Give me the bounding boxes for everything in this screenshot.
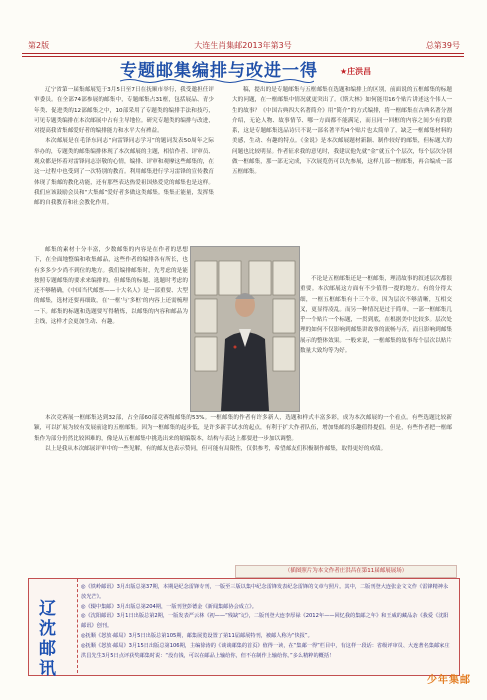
author-photo xyxy=(190,246,300,412)
news-item: ◎《沈阳邮讯》3月1日出版总第2期，一版发表严云林《初——“残缺”记》，二版刊登大连李厚禄《2012年——回忆我的集邮之年》和王威的藏品杂《我爱《沈阳邮讯》创刊。 xyxy=(81,613,449,630)
exhibition-scene xyxy=(191,247,299,411)
article-title xyxy=(120,56,318,81)
title-underline xyxy=(120,78,314,83)
page-number: 第2版 xyxy=(28,41,50,50)
news-item: ◎《铁岭邮讯》3月出版总第37期，本期是纪念雷锋专刊，一版至三版以集中纪念雷锋发表纪念雷锋的文章与照片。其中，二版刊登大连张金文文作《雷锋精神永放光芒》。 xyxy=(81,584,449,600)
paragraph: 邮集的素材十分丰富，少数邮集的内容是在作者的思想下，在全面地整编和收集邮品，这些作者的编排各有所长，也有多多少少尚不到位的地方。我们编排邮集时，先考虑的是能按照专题邮集的要求来编排的。但邮集的标题、选题时考虑的还不够精确，《中国当代邮票——十大名人》是一部重要、大型的邮集，选材还要再细致，在‘一框’与‘多框’的内容上还需梳理一下。邮集的标题和选题要写得精炼，以邮集的内容和邮品为主线，这样才会更加生动、有趣。 xyxy=(34,247,188,326)
article-title-text: 专题邮集编排与改进一得 xyxy=(120,61,318,81)
paragraph: 稿，提出的是专题邮集与五框邮集在选题和编排上的区别，前面说的五框邮集的标题大的问题，在一框邮集中情况就更突出了。《斯大林》如何能用16个贴片讲述这个伟人一生的故事？《中国古典四大名著简介》用“简介”的方式编排，将一框邮集在古典名著分割介绍，无论人物、故事情节、哪一方面都不能满足，而且同一回框的内容之间少有的联系，这是专题邮集选品诗只不说一部名著平均4个贴片也太简单了，缺乏一框邮集材料的美感，生动、有趣的特点。《金说》是本次邮展题材新颖、制作较好的邮集，但标题大的问题也比较明显。作者征求我的意见时，我建议他先就“金”就五个个层次，每个层次分别做一框邮集，那一部无完成，下次展览仍可以先参展，这样几部一框邮集，再合编成一部五框邮集。 xyxy=(232,87,452,176)
news-box xyxy=(28,578,460,679)
photo-caption: （插图照片为本文作者庄洪昌在第11届邮展展场） xyxy=(235,565,457,578)
brand-logo: 少年集邮 xyxy=(427,675,471,686)
paragraph: 本次竞赛展一框邮集达到32部，占全部60部竞赛级邮集的53%。一框邮集的作者有许多新人，选题和样式丰富多彩，成为本次邮展的一个看点。有些选题比较新颖，可以扩展为较有发展前途的五框邮集。因为一框邮集的起步低，是许多新手试水的起点，有利于扩大作者队伍，增加集邮的乐趣值得提倡。但是，有些作者把一框邮集作为部分仍然比较困难的，像是从五框邮集中挑选出来的缩编版本，结构与表达上都要进一步加以调整。 xyxy=(34,415,452,442)
paragraph: 以上是我从本次邮展评审中的一些见解，有的邮友也表示赞同，但可能有局限性，仅供参考，希望邮友们积极制作邮集，取得更好的成绩。 xyxy=(45,445,387,452)
article-author: ★庄洪昌 xyxy=(340,67,372,76)
issue-number: 总第39号 xyxy=(425,41,460,50)
news-box-title-char: 辽 xyxy=(39,599,56,619)
news-list xyxy=(81,583,451,661)
news-box-title-char: 讯 xyxy=(39,659,56,679)
article-column-4 xyxy=(300,274,452,410)
news-item: ◎抚顺《怒放·邮局》3月5日出版总第105期，邮集展览设置了第11届邮展特刊，被邮人称为“快报”。 xyxy=(81,632,313,639)
news-box-divider xyxy=(77,579,78,673)
paragraph: 本次邮展是在毛泽东同志“向雷锋同志学习”的题词发表50周年之际举办的，专题类的邮集编排体现了本次邮展的主题，相信作者、评审员、观众都是怀着对雷锋同志崇敬的心情，编排、评审和观摩这些邮集的，在这一过程中也受到了一次特别的教育。利用邮集进行学习雷锋的宣传教育体现了集邮的教化功能，还有那些表达热爱祖国热爱党的邮集也是这样。我们应该鼓励会员和“大集邮”爱好者多做这类邮集。集集正能量，发挥集邮的自我教育和社会教化作用。 xyxy=(34,138,214,207)
news-item: ◎《辍中集邮》3月出版总第204期，一版刊登彭德金《新闻集邮协会成立》。 xyxy=(81,603,257,610)
article-column-1 xyxy=(34,85,214,241)
paragraph: 辽宁省第一届集邮展览于3月5日至7日在抚顺市举行，我受邀担任评审委员。在全部74部参展的邮集中，专题邮集占31框，包括展品、青少年类、促进类的12部邮集之中，10部采用了专题类的编排手法和技巧，可见专题类编排在本次邮展中占有主导地位。研究专题类的编排与改进，对提高我省集邮爱好者的编排能力和水平大有裨益。 xyxy=(34,87,214,135)
news-box-title-char: 邮 xyxy=(39,639,56,659)
news-item: ◎抚顺《怒放·邮局》3月15日出版总第106期，主编徐涛的《谈谈邮集的首页》值得一读，在“集邮一得”栏目中，有这样一段话：省级评审员、大连著名集邮家庄洪昌先生3月5日点评获奖邮集时说：“没有钱，可以在邮品上输给你，但不在制作上输给你。”多么精粹的概括！ xyxy=(81,642,450,659)
paragraph: 不论是五框邮集还是一框邮集，理清故事的叙述层次都很重要。本次邮展这方面有不少值得一提的地方。有的分得太细，一框五框邮集有十三个章，因为层次不够清晰，互相交叉，更显得凌乱。而另一种情况是过于简单，一部一框邮集几乎一个贴片一个标题，一贯到底，在根据美中比较多。层次处理的如何不仅影响到邮集讲故事的流畅与否，而且影响到邮集展示的整体效果。一般来说，一框邮集的故事每个层次以贴片数量大致均等为好。 xyxy=(300,276,452,355)
news-box-title xyxy=(39,599,75,679)
article-column-5 xyxy=(34,413,452,563)
article-column-3 xyxy=(34,245,188,410)
publication-name: 大连生肖集邮2013年第3号 xyxy=(194,41,292,50)
article-column-2 xyxy=(232,85,452,271)
news-box-title-char: 沈 xyxy=(39,619,56,639)
header-rule xyxy=(22,53,464,54)
